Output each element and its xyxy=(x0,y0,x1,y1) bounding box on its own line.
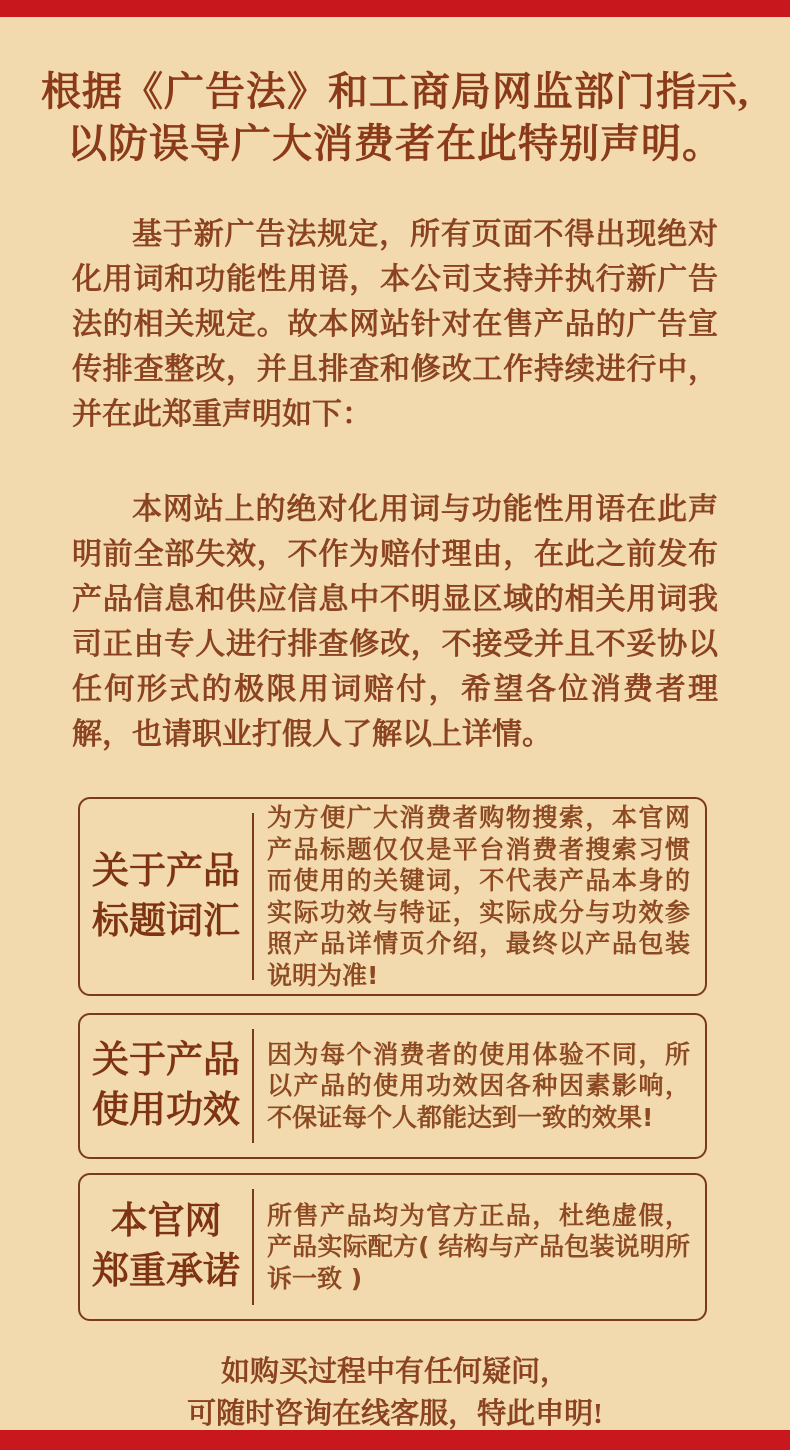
notice-text-content: 因为每个消费者的使用体验不同，所以产品的使用功效因各种因素影响，不保证每个人都能达到一致的效果! xyxy=(267,1039,690,1132)
notice-text-content: 为方便广大消费者购物搜索，本官网产品标题仅仅是平台消费者搜索习惯而使用的关键词，不代表产品本身的实际功效与特证，实际成分与功效参照产品详情页介绍，最终以产品包装说明为准! xyxy=(267,803,690,990)
footer-note-line1: 如购买过程中有任何疑问， xyxy=(220,1356,569,1388)
statement-paragraph-1: 基于新广告法规定，所有页面不得出现绝对化用词和功能性用语，本公司支持并执行新广告法的相关规定。故本网站针对在售产品的广告宣传排查整改，并且排查和修改工作持续进行中，并在此郑重声明如下： xyxy=(72,218,718,431)
page-title-line1: 根据《广告法》和工商局网监部门指示, xyxy=(41,69,749,114)
notice-text xyxy=(254,1175,705,1319)
notice-text xyxy=(254,799,705,994)
notice-box-product-title xyxy=(78,797,707,996)
notice-label-line2: 郑重承诺 xyxy=(92,1251,240,1292)
bottom-red-bar xyxy=(0,1430,790,1450)
footer-note xyxy=(0,1351,790,1435)
page-title-line2: 以防误导广大消费者在此特别声明。 xyxy=(67,121,723,166)
notice-label-line2: 使用功效 xyxy=(92,1090,240,1131)
notice-box-official-promise xyxy=(78,1173,707,1321)
notice-label xyxy=(80,1175,252,1319)
top-red-bar xyxy=(0,0,790,17)
notice-label-line1: 本官网 xyxy=(110,1201,222,1242)
notice-label-line1: 关于产品 xyxy=(92,1040,240,1081)
notice-label-line1: 关于产品 xyxy=(92,850,240,892)
notice-box-product-effect xyxy=(78,1013,707,1159)
page-title xyxy=(0,0,790,170)
statement-paragraph-2: 本网站上的绝对化用词与功能性用语在此声明前全部失效，不作为赔付理由，在此之前发布产品信息和供应信息中不明显区域的相关用词我司正由专人进行排查修改，不接受并且不妥协以任何形式的极限用词赔付，希望各位消费者理解，也请职业打假人了解以上详情。 xyxy=(72,493,718,751)
notice-text xyxy=(254,1015,705,1157)
notice-text-content: 所售产品均为官方正品，杜绝虚假，产品实际配方( 结构与产品包装说明所诉一致 ) xyxy=(267,1200,690,1293)
notice-label xyxy=(80,799,252,994)
footer-note-line2: 可随时咨询在线客服，特此申明! xyxy=(187,1398,603,1430)
notice-label xyxy=(80,1015,252,1157)
notice-label-line2: 标题词汇 xyxy=(92,900,240,942)
